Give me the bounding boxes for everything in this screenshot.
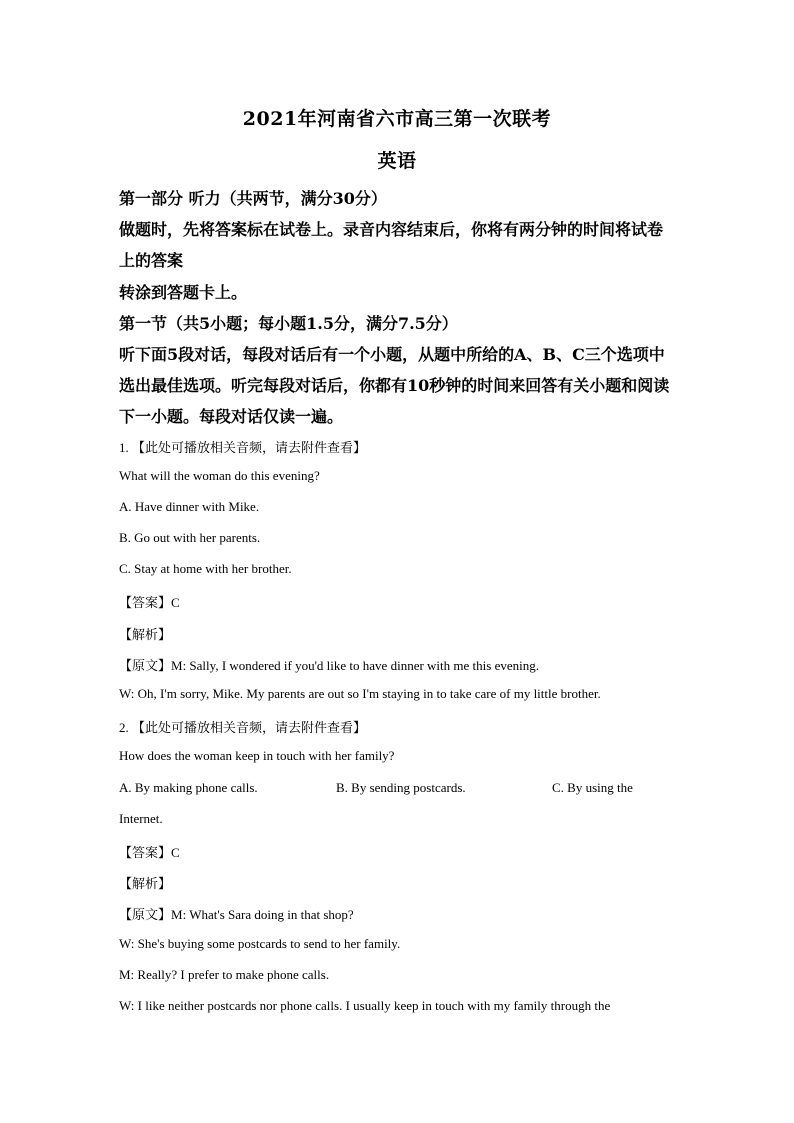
instruction-line-1: 做题时，先将答案标在试卷上。录音内容结束后，你将有两分钟的时间将试卷 (119, 220, 664, 239)
exam-title: 2021年河南省六市高三第一次联考 (242, 108, 552, 130)
section1-heading: 第一节（共5小题；每小题1.5分，满分7.5分） (119, 314, 458, 333)
q1-option-b: B. Go out with her parents. (119, 530, 261, 545)
q1-transcript-line-2: W: Oh, I'm sorry, Mike. My parents are out so I'm staying in to take care of my little brother. (119, 686, 601, 701)
q2-header: 2. 【此处可播放相关音频，请去附件查看】 (119, 720, 367, 735)
q2-transcript-line-2: W: She's buying some postcards to send to her family. (119, 936, 401, 951)
q1-answer: 【答案】C (119, 595, 180, 610)
q2-transcript-tag: 【原文】 (119, 907, 172, 922)
directions-line-3: 下一小题。每段对话仅读一遍。 (119, 407, 344, 426)
subject-title: 英语 (377, 150, 417, 172)
instruction-line-2: 上的答案 (119, 251, 184, 270)
q2-answer: 【答案】C (119, 845, 180, 860)
q2-analysis: 【解析】 (119, 876, 172, 891)
q1-transcript-line-1 (119, 655, 539, 674)
part1-heading: 第一部分 听力（共两节，满分30分） (119, 189, 387, 208)
q2-transcript-line-3: M: Really? I prefer to make phone calls. (119, 967, 330, 982)
q2-option-c-continued: Internet. (119, 811, 163, 826)
q2-transcript-line-4: W: I like neither postcards nor phone calls. I usually keep in touch with my family through the (119, 998, 611, 1013)
q2-question: How does the woman keep in touch with her family? (119, 748, 395, 763)
q1-analysis: 【解析】 (119, 627, 172, 642)
q1-transcript-text-1: M: Sally, I wondered if you'd like to have dinner with me this evening. (171, 658, 539, 673)
directions-line-1: 听下面5段对话，每段对话后有一个小题，从题中所给的A、B、C三个选项中 (119, 345, 665, 364)
q2-option-a: A. By making phone calls. (119, 780, 258, 795)
q1-transcript-tag: 【原文】 (119, 658, 172, 673)
directions-line-2: 选出最佳选项。听完每段对话后，你都有10秒钟的时间来回答有关小题和阅读 (119, 376, 670, 395)
q2-option-b: B. By sending postcards. (336, 780, 466, 795)
q2-transcript-line-1 (119, 904, 354, 923)
q1-option-c: C. Stay at home with her brother. (119, 561, 292, 576)
q1-question: What will the woman do this evening? (119, 468, 320, 483)
q1-option-a: A. Have dinner with Mike. (119, 499, 260, 514)
q1-header: 1. 【此处可播放相关音频，请去附件查看】 (119, 440, 367, 455)
q2-options-row (119, 780, 679, 798)
q2-option-c: C. By using the (552, 780, 633, 795)
instruction-line-3: 转涂到答题卡上。 (119, 283, 248, 302)
q2-transcript-text-1: M: What's Sara doing in that shop? (171, 907, 354, 922)
